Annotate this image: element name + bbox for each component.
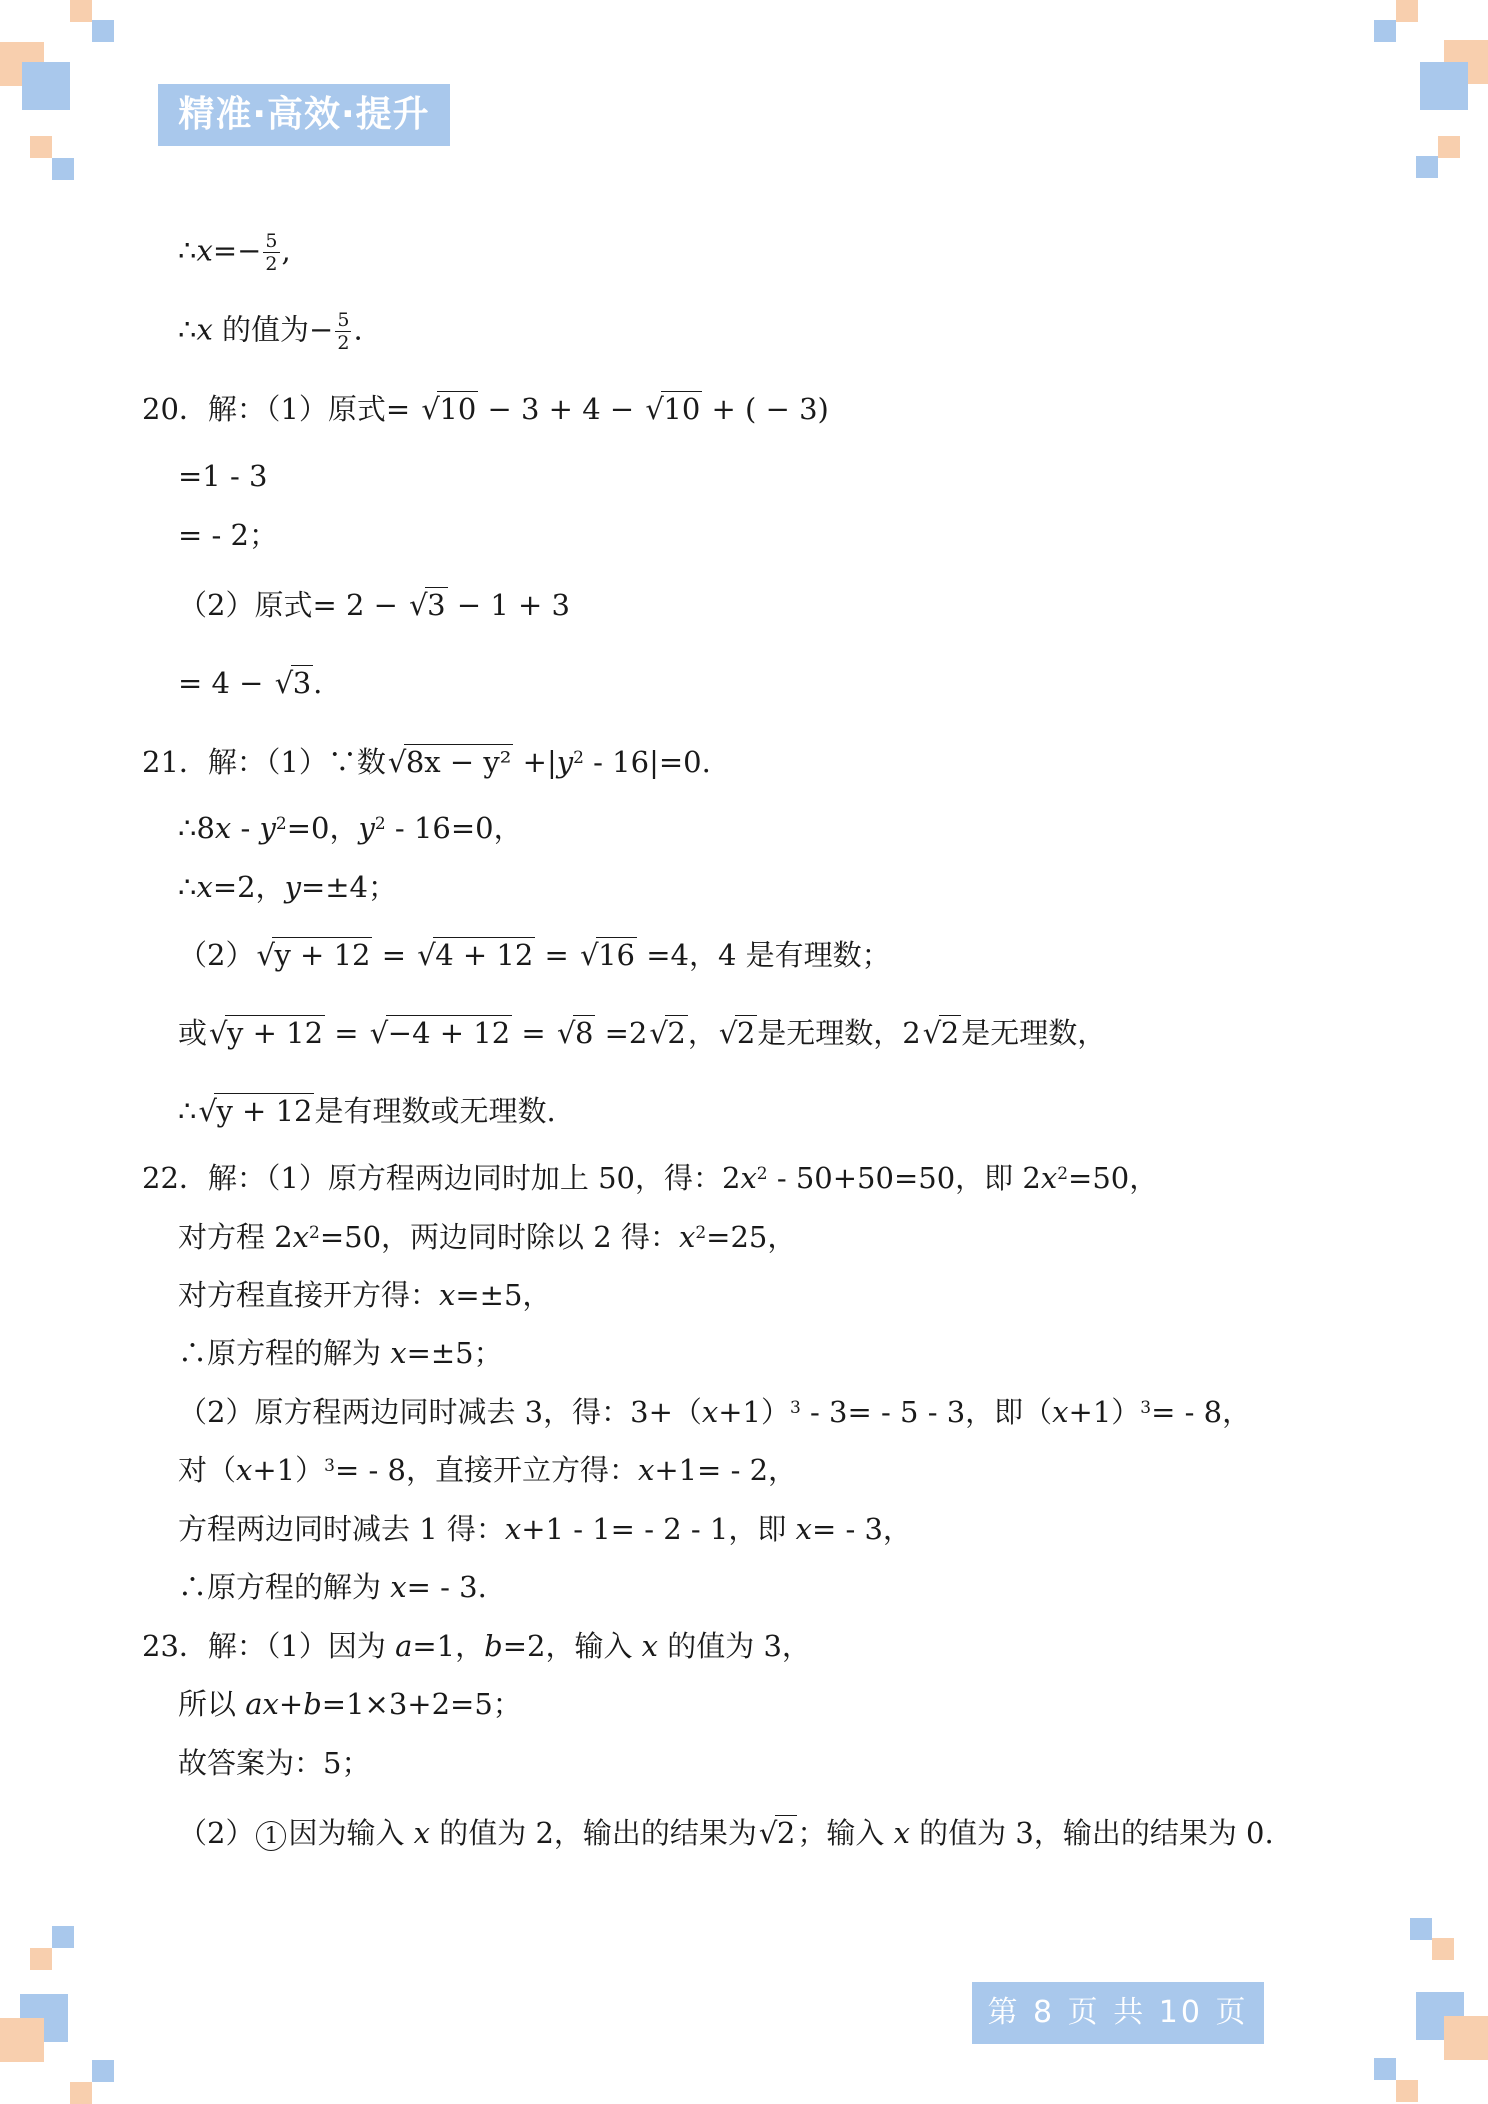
corner-decoration: [1396, 0, 1418, 22]
text: =2，输入: [502, 1629, 642, 1663]
exponent: 2: [573, 748, 584, 768]
corner-decoration: [30, 136, 52, 158]
text: 是无理数，: [961, 1016, 1107, 1050]
corner-decoration: [22, 62, 70, 110]
sqrt: [645, 389, 702, 429]
text: =50，两边同时除以 2 得：: [319, 1220, 679, 1254]
text: 21．解：（1）∵数: [142, 745, 386, 779]
text: ∴8: [178, 811, 215, 845]
q22-line-2: [178, 1217, 796, 1257]
radicand: 10: [663, 392, 701, 426]
text: - 16|=0.: [583, 745, 711, 779]
q20-line-1: [142, 389, 829, 429]
radicand: 2: [736, 1016, 756, 1050]
q23-line-2: [178, 1684, 522, 1724]
text: （2）原方程两边同时减去 3，得：3+（: [178, 1395, 702, 1429]
text: = - 8，: [1151, 1395, 1252, 1429]
var: x: [236, 1453, 253, 1487]
page-indicator: 第 8 页 共 10 页: [972, 1982, 1264, 2044]
corner-decoration: [1374, 2058, 1396, 2080]
text: +1）: [1068, 1395, 1141, 1429]
sqrt: [370, 1013, 512, 1053]
text: =±5；: [406, 1336, 503, 1370]
sqrt: [759, 1813, 797, 1853]
var: x: [795, 1512, 812, 1546]
sqrt: [649, 1013, 687, 1053]
text: ∴原方程的解为: [178, 1336, 391, 1370]
corner-decoration: [1416, 156, 1438, 178]
var: x: [390, 1336, 407, 1370]
var: y: [556, 745, 574, 779]
exponent: 2: [756, 1164, 768, 1184]
radicand: 3: [427, 588, 446, 622]
text: =25，: [706, 1220, 797, 1254]
text: 是无理数，2: [757, 1016, 921, 1050]
text: （2）原式= 2 −: [178, 588, 408, 622]
corner-decoration: [52, 158, 74, 180]
q23-line-4: [178, 1813, 1274, 1853]
text: =: [325, 1016, 368, 1050]
sqrt: [421, 389, 478, 429]
radicand: y + 12: [274, 938, 371, 972]
denominator: 2: [337, 332, 350, 354]
radicand: y + 12: [227, 1016, 324, 1050]
text: 对（: [178, 1453, 237, 1487]
text: =1，: [412, 1629, 485, 1663]
corner-decoration: [0, 2018, 44, 2062]
text: =: [512, 1016, 555, 1050]
q23-line-1: [142, 1626, 811, 1666]
text: 所以: [178, 1687, 246, 1721]
q22-line-7: [178, 1509, 912, 1549]
sqrt: [417, 935, 535, 975]
text: =±4；: [300, 870, 398, 904]
var: x: [196, 233, 213, 268]
text: − 1 + 3: [447, 588, 570, 622]
text: （2）: [178, 1816, 255, 1850]
sqrt: [719, 1013, 757, 1053]
radicand: 16: [598, 938, 635, 972]
text: （2）: [178, 938, 255, 972]
denominator: 2: [265, 253, 278, 275]
q20-line-5: [178, 663, 322, 703]
radicand: y + 12: [216, 1094, 313, 1128]
q22-line-6: [178, 1450, 797, 1490]
exponent: 2: [275, 814, 287, 834]
var: x: [1052, 1395, 1069, 1429]
text: 是有理数或无理数.: [314, 1094, 556, 1128]
text: +1）: [718, 1395, 790, 1429]
corner-decoration: [70, 0, 92, 22]
line-x-value: [178, 230, 291, 275]
var: b: [303, 1687, 322, 1721]
radicand: 3: [292, 666, 312, 700]
text: 的值为−: [212, 312, 334, 347]
sqrt: [388, 742, 514, 782]
text: ,: [281, 233, 291, 268]
sqrt: [256, 935, 372, 975]
q21-line-3: [178, 867, 397, 907]
var: x: [390, 1570, 407, 1604]
q21-line-6: [178, 1091, 556, 1131]
q22-line-3: [178, 1275, 551, 1315]
exponent: 3: [789, 1398, 801, 1418]
q21-line-4: [178, 935, 891, 975]
sqrt: [557, 1013, 595, 1053]
var: x: [678, 1220, 696, 1254]
var: x: [214, 811, 232, 845]
text: +1= - 2，: [654, 1453, 798, 1487]
corner-decoration: [52, 1926, 74, 1948]
text: ∴: [178, 233, 197, 268]
var: x: [893, 1816, 910, 1850]
q23-line-3: 故答案为：5；: [178, 1746, 371, 1780]
var: y: [284, 870, 301, 904]
corner-decoration: [1420, 62, 1468, 110]
text: =50，: [1068, 1161, 1159, 1195]
text: +1 - 1= - 2 - 1，即: [521, 1512, 796, 1546]
exponent: 2: [374, 814, 386, 834]
text: =±5，: [455, 1278, 552, 1312]
sqrt: [409, 585, 447, 625]
sqrt: [198, 1091, 314, 1131]
radicand: 2: [940, 1016, 960, 1050]
corner-decoration: [1374, 20, 1396, 42]
var: x: [439, 1278, 456, 1312]
sqrt: [923, 1013, 961, 1053]
text: ∴: [178, 870, 197, 904]
var: x: [196, 312, 213, 347]
text: 或: [178, 1016, 208, 1050]
line-x-conclusion: [178, 309, 363, 354]
corner-decoration: [70, 2082, 92, 2104]
text: =: [372, 938, 416, 972]
text: +: [278, 1687, 304, 1721]
text: 的值为 3，: [658, 1629, 811, 1663]
radicand: 2: [667, 1016, 686, 1050]
text: - 3= - 5 - 3，即（: [800, 1395, 1053, 1429]
var: x: [740, 1161, 757, 1195]
q20-line-2: =1 - 3: [178, 459, 268, 493]
text: ∴: [178, 1094, 197, 1128]
corner-decoration: [1410, 1918, 1432, 1940]
corner-decoration: [1444, 2016, 1488, 2060]
corner-decoration: [92, 20, 114, 42]
corner-decoration: [30, 1948, 52, 1970]
var: x: [637, 1453, 655, 1487]
text: ；输入: [797, 1816, 894, 1850]
q21-line-1: [142, 742, 711, 782]
text: .: [313, 666, 323, 700]
exponent: 3: [324, 1456, 335, 1476]
text: =2: [595, 1016, 648, 1050]
header-banner: 精准·高效·提升: [158, 84, 450, 146]
text: =: [535, 938, 579, 972]
text: =0，: [286, 811, 359, 845]
exponent: 3: [1140, 1398, 1152, 1418]
text: 22．解：（1）原方程两边同时加上 50，得：2: [142, 1161, 741, 1195]
var: x: [292, 1220, 310, 1254]
sqrt: [580, 935, 637, 975]
q20-line-3: = - 2；: [178, 518, 278, 552]
fraction: [263, 230, 279, 275]
text: − 3 + 4 −: [478, 392, 644, 426]
text: 对方程直接开方得：: [178, 1278, 440, 1312]
text: +|: [513, 745, 557, 779]
text: 20．解：（1）原式=: [142, 392, 420, 426]
text: ∴原方程的解为: [178, 1570, 391, 1604]
radicand: −4 + 12: [387, 1016, 511, 1050]
text: .: [353, 312, 363, 347]
var: y: [259, 811, 276, 845]
q22-line-4: [178, 1333, 503, 1373]
text: =2，: [212, 870, 285, 904]
var: x: [701, 1395, 719, 1429]
exponent: 2: [1057, 1164, 1069, 1184]
var: x: [196, 870, 213, 904]
numerator: 5: [337, 309, 350, 331]
text: = - 3，: [811, 1512, 912, 1546]
text: = - 3.: [406, 1570, 487, 1604]
text: 的值为 2，输出的结果为: [430, 1816, 757, 1850]
var: a: [395, 1629, 413, 1663]
text: - 50+50=50，即 2: [767, 1161, 1041, 1195]
text: = - 8，直接开立方得：: [334, 1453, 638, 1487]
var: x: [1040, 1161, 1058, 1195]
text: 对方程 2: [178, 1220, 293, 1254]
text: +1）: [252, 1453, 325, 1487]
sqrt: [209, 1013, 325, 1053]
text: 方程两边同时减去 1 得：: [178, 1512, 505, 1546]
var: ax: [245, 1687, 279, 1721]
sqrt: [275, 663, 313, 703]
var: x: [641, 1629, 659, 1663]
q22-line-8: [178, 1567, 487, 1607]
var: x: [413, 1816, 431, 1850]
corner-decoration: [1396, 2080, 1418, 2102]
text: =−: [212, 233, 262, 268]
exponent: 2: [309, 1223, 320, 1243]
text: 因为输入: [288, 1816, 414, 1850]
text: ∴: [178, 312, 197, 347]
var: b: [484, 1629, 503, 1663]
text: -: [231, 811, 260, 845]
text: ，: [687, 1016, 717, 1050]
corner-decoration: [1438, 136, 1460, 158]
q21-line-2: [178, 808, 523, 848]
text: 的值为 3，输出的结果为 0.: [909, 1816, 1274, 1850]
text: = 4 −: [178, 666, 273, 700]
radicand: 8: [574, 1016, 594, 1050]
radicand: 4 + 12: [435, 938, 534, 972]
fraction: [335, 309, 351, 354]
corner-decoration: [92, 2060, 114, 2082]
radicand: 8x − y²: [405, 745, 512, 779]
var: y: [358, 811, 375, 845]
q22-line-1: [142, 1158, 1158, 1198]
var: x: [504, 1512, 522, 1546]
exponent: 2: [695, 1223, 707, 1243]
corner-decoration: [1432, 1938, 1454, 1960]
q22-line-5: [178, 1392, 1251, 1432]
text: 23．解：（1）因为: [142, 1629, 396, 1663]
text: =4，4 是有理数；: [636, 938, 891, 972]
radicand: 10: [439, 392, 477, 426]
q21-line-5: [178, 1013, 1106, 1053]
circled-number: 1: [256, 1821, 286, 1851]
text: =1×3+2=5；: [321, 1687, 522, 1721]
radicand: 2: [776, 1816, 796, 1850]
text: + ( − 3): [702, 392, 829, 426]
numerator: 5: [265, 230, 278, 252]
text: - 16=0，: [385, 811, 523, 845]
q20-line-4: [178, 585, 570, 625]
